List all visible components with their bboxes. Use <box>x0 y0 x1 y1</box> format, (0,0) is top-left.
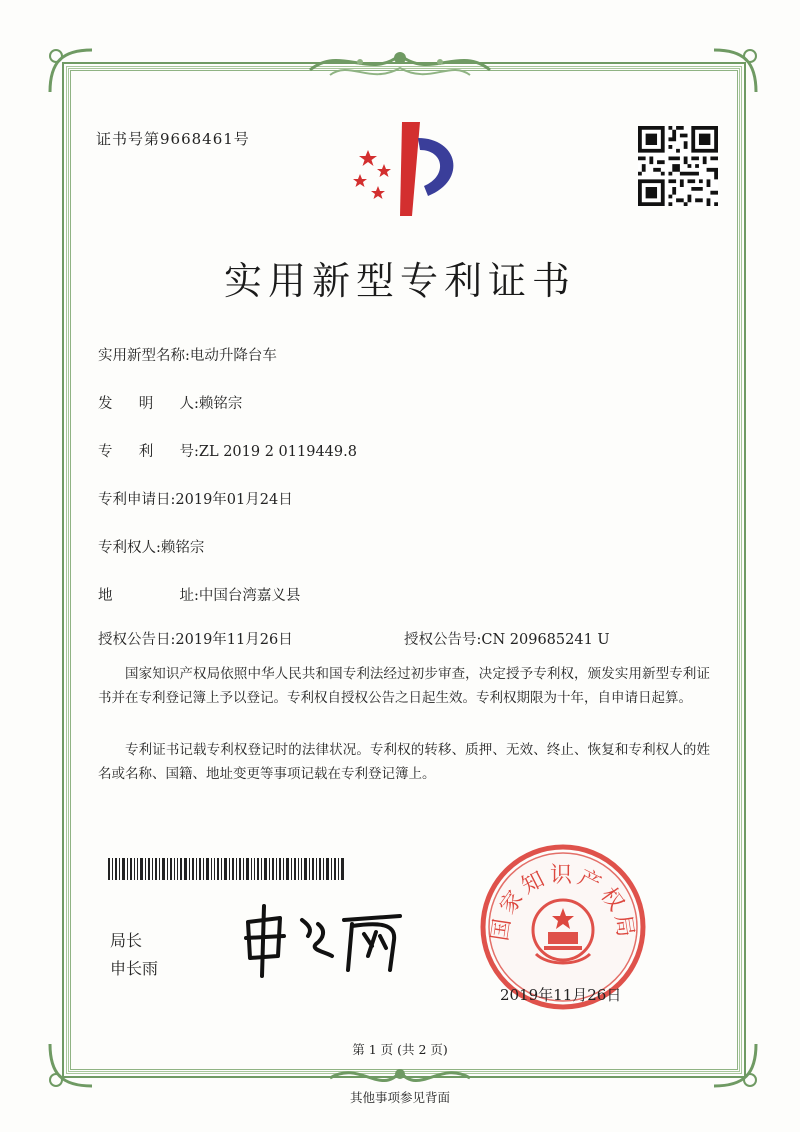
director-title: 局长 <box>110 931 143 950</box>
inventor-row: 发 明 人 :赖铭宗 <box>98 392 242 413</box>
page-title: 实用新型专利证书 <box>223 259 576 303</box>
application-date-value: 2019年01月24日 <box>175 492 293 508</box>
seal-date: 2019年11月26日 <box>500 986 622 1004</box>
director-name: 申长雨 <box>110 959 159 978</box>
application-date-label: 专利申请日: <box>98 492 176 508</box>
patentee-value: 赖铭宗 <box>160 540 205 556</box>
address-label: 地 址 <box>98 588 194 604</box>
grant-date-row <box>98 628 293 649</box>
grant-number-row <box>404 628 610 649</box>
legal-status-paragraph: 专利证书记载专利权登记时的法律状况。专利权的转移、质押、无效、终止、恢复和专利权人的姓名或名称、国籍、地址变更等事项记载在专利登记簿上。 <box>98 742 710 782</box>
utility-model-name-value: 电动升降台车 <box>189 348 277 364</box>
page-number: 第 1 页 (共 2 页) <box>352 1042 448 1057</box>
signature-icon <box>240 900 420 980</box>
patentee-label: 专利权人: <box>98 540 161 556</box>
border-ornament-icon <box>300 40 500 90</box>
address-row: 地 址 :中国台湾嘉义县 <box>98 584 300 605</box>
cnipa-logo-icon <box>340 120 470 220</box>
seal-text: 国家知识产权局 <box>487 863 639 943</box>
grant-date-label: 授权公告日: <box>98 632 176 648</box>
grant-paragraph: 国家知识产权局依照中华人民共和国专利法经过初步审查，决定授予专利权，颁发实用新型专利证书并在专利登记簿上予以登记。专利权自授权公告之日起生效。专利权期限为十年，自申请日起算。 <box>98 666 710 706</box>
inventor-label: 发 明 人 <box>98 396 194 412</box>
grant-date-value: 2019年11月26日 <box>175 632 293 648</box>
patent-number-row: 专 利 号 :ZL 2019 2 0119449.8 <box>98 440 357 461</box>
patentee-row <box>98 536 204 557</box>
patent-number-label: 专 利 号 <box>98 444 194 460</box>
barcode-icon <box>108 858 344 880</box>
border-ornament-icon <box>704 42 764 102</box>
back-note: 其他事项参见背面 <box>349 1090 450 1105</box>
application-date-row <box>98 488 293 509</box>
utility-model-name-row <box>98 344 277 365</box>
utility-model-name-label: 实用新型名称: <box>98 348 190 364</box>
address-value: 中国台湾嘉义县 <box>198 588 301 604</box>
qr-code-icon <box>638 126 718 206</box>
certificate-number: 证书号第9668461号 <box>96 130 250 148</box>
patent-number-value: ZL 2019 2 0119449.8 <box>198 444 357 460</box>
grant-number-value: CN 209685241 U <box>481 632 610 648</box>
border-ornament-icon <box>42 42 102 102</box>
grant-number-label: 授权公告号: <box>404 632 482 648</box>
inventor-value: 赖铭宗 <box>198 396 243 412</box>
